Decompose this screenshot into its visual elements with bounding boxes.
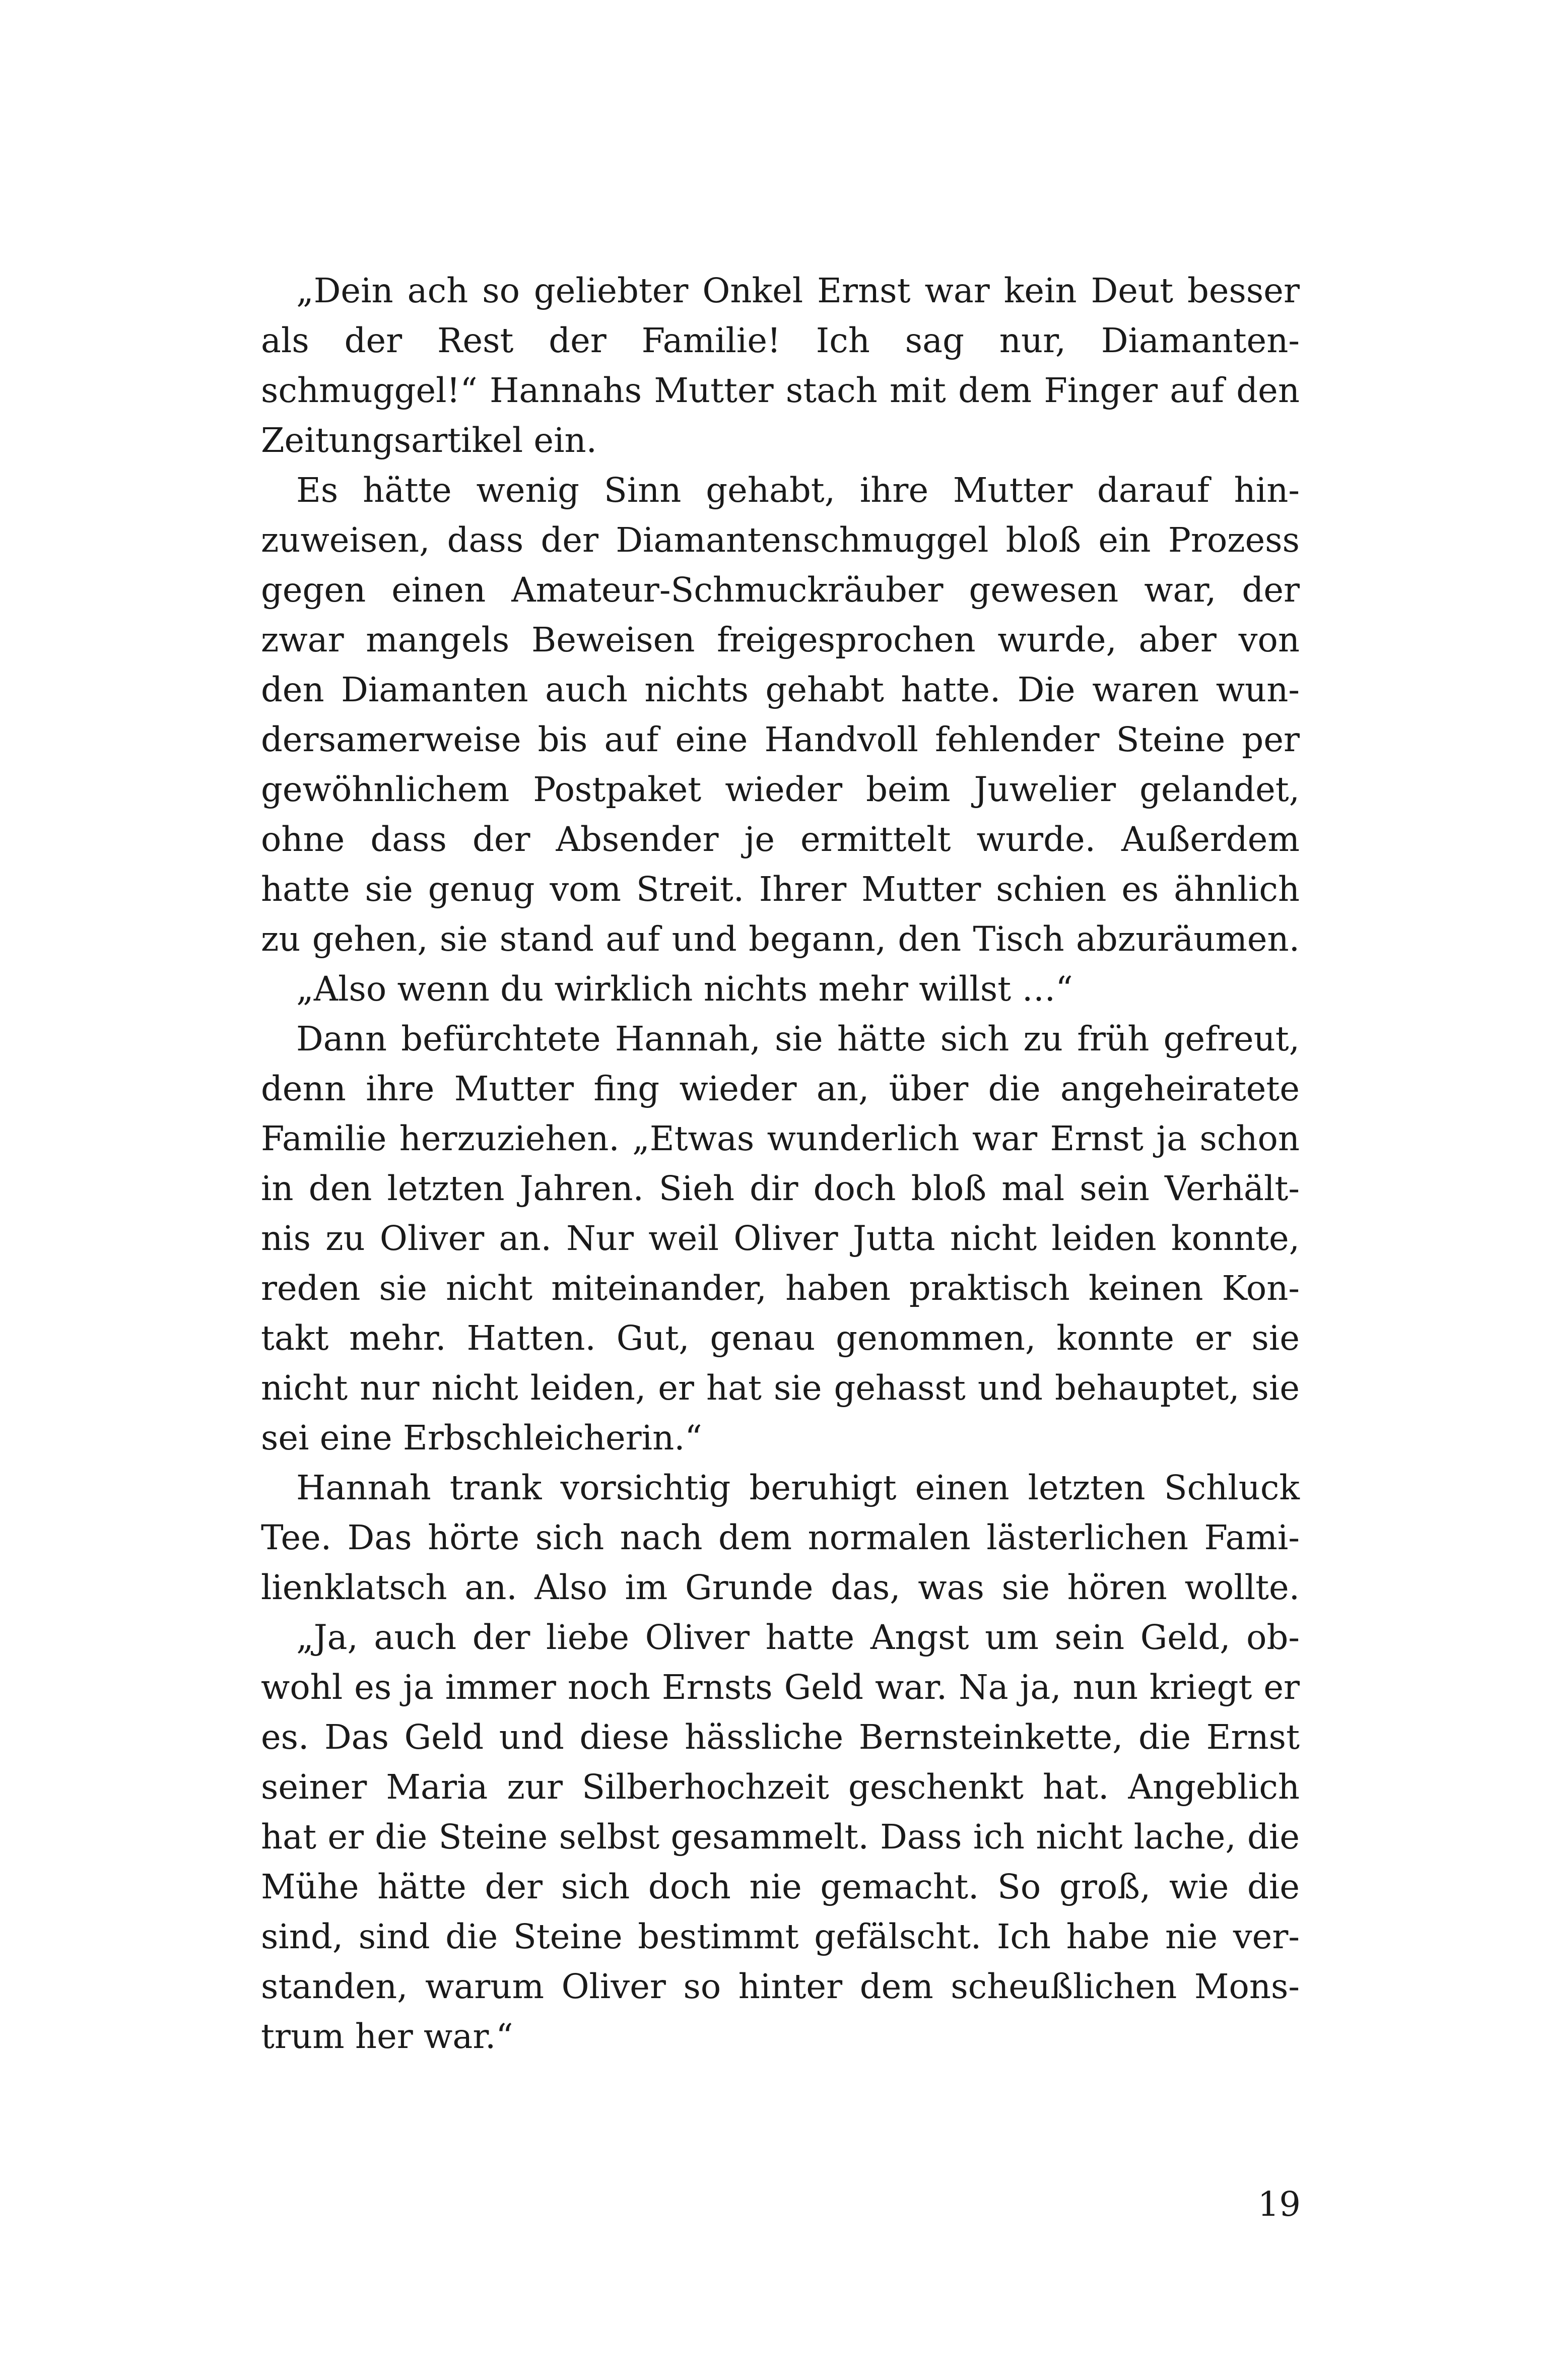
text-line: nis zu Oliver an. Nur weil Oliver Jutta nicht leiden konnte, — [261, 1219, 1300, 1258]
text-line: wohl es ja immer noch Ernsts Geld war. Na ja, nun kriegt er — [261, 1668, 1300, 1707]
text-line: Tee. Das hörte sich nach dem normalen lästerlichen Fami- — [261, 1518, 1300, 1557]
text-line: hat er die Steine selbst gesammelt. Dass ich nicht lache, die — [261, 1817, 1300, 1857]
text-line: zu gehen, sie stand auf und begann, den Tisch abzuräumen. — [261, 919, 1300, 959]
text-line: sei eine Erbschleicherin.“ — [261, 1418, 702, 1458]
text-line: Mühe hätte der sich doch nie gemacht. So groß, wie die — [261, 1867, 1300, 1906]
page-number: 19 — [1257, 2185, 1301, 2224]
text-line: als der Rest der Familie! Ich sag nur, Diamanten- — [261, 321, 1300, 360]
text-line: denn ihre Mutter fing wieder an, über die angeheiratete — [261, 1069, 1300, 1108]
text-line: den Diamanten auch nichts gehabt hatte. Die waren wun- — [261, 670, 1300, 709]
text-line: gewöhnlichem Postpaket wieder beim Juwelier gelandet, — [261, 770, 1300, 809]
text-line: Dann befürchtete Hannah, sie hätte sich zu früh gefreut, — [296, 1019, 1300, 1059]
text-line: sind, sind die Steine bestimmt gefälscht. Ich habe nie ver- — [261, 1917, 1300, 1956]
body-text — [261, 266, 1300, 2062]
text-line: lienklatsch an. Also im Grunde das, was sie hören wollte. — [261, 1568, 1300, 1607]
text-line: in den letzten Jahren. Sieh dir doch bloß mal sein Verhält- — [261, 1169, 1300, 1208]
text-line: reden sie nicht miteinander, haben praktisch keinen Kon- — [261, 1269, 1300, 1308]
text-line: ohne dass der Absender je ermittelt wurde. Außerdem — [261, 820, 1300, 859]
text-line: standen, warum Oliver so hinter dem scheußlichen Mons- — [261, 1967, 1300, 2006]
text-line: „Ja, auch der liebe Oliver hatte Angst um sein Geld, ob- — [296, 1618, 1300, 1657]
text-line: zuweisen, dass der Diamantenschmuggel bloß ein Prozess — [261, 520, 1300, 560]
text-line: takt mehr. Hatten. Gut, genau genommen, konnte er sie — [261, 1318, 1300, 1358]
text-line: zwar mangels Beweisen freigesprochen wurde, aber von — [261, 620, 1300, 659]
text-line: es. Das Geld und diese hässliche Bernsteinkette, die Ernst — [261, 1717, 1300, 1757]
text-line: seiner Maria zur Silberhochzeit geschenkt hat. Angeblich — [261, 1767, 1300, 1807]
text-line: nicht nur nicht leiden, er hat sie gehasst und behauptet, sie — [261, 1368, 1300, 1408]
text-line: Hannah trank vorsichtig beruhigt einen letzten Schluck — [296, 1468, 1300, 1507]
text-line: Es hätte wenig Sinn gehabt, ihre Mutter darauf hin- — [296, 471, 1300, 510]
text-line: Familie herzuziehen. „Etwas wunderlich war Ernst ja schon — [261, 1119, 1300, 1158]
text-line: hatte sie genug vom Streit. Ihrer Mutter schien es ähnlich — [261, 870, 1300, 909]
text-line: dersamerweise bis auf eine Handvoll fehlender Steine per — [261, 720, 1300, 759]
text-line: trum her war.“ — [261, 2017, 513, 2056]
text-line: „Dein ach so geliebter Onkel Ernst war kein Deut besser — [296, 271, 1300, 310]
text-line: Zeitungsartikel ein. — [261, 421, 597, 460]
text-line: schmuggel!“ Hannahs Mutter stach mit dem Finger auf den — [261, 371, 1300, 410]
text-line: gegen einen Amateur-Schmuckräuber gewesen war, der — [261, 570, 1300, 610]
text-line: „Also wenn du wirklich nichts mehr willst …“ — [296, 969, 1073, 1009]
